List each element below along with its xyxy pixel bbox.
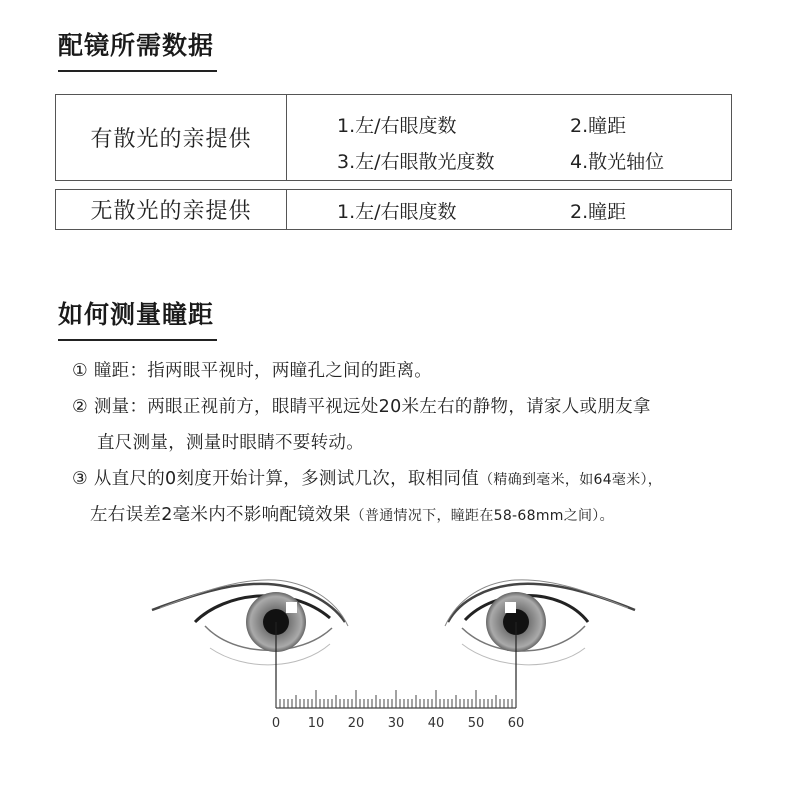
eyes-ruler-illustration	[0, 540, 790, 750]
ruler-label: 40	[427, 716, 445, 731]
instruction-note: （普通情况下，瞳距在58-68mm之间）。	[350, 508, 614, 524]
ruler-label: 0	[271, 716, 281, 731]
rx-item: 2.瞳距	[570, 115, 627, 137]
section-title-prescription-data: 配镜所需数据	[58, 26, 217, 72]
ruler	[276, 690, 516, 708]
instruction-line-2: ② 测量：两眼正视前方，眼睛平视远处20米左右的静物，请家人或朋友拿	[72, 397, 651, 417]
rx-item: 1.左/右眼度数	[337, 201, 457, 223]
instruction-note: （精确到毫米，如64毫米），	[479, 472, 663, 488]
instruction-line-1: ① 瞳距：指两眼平视时，两瞳孔之间的距离。	[72, 361, 433, 381]
ruler-label: 20	[347, 716, 365, 731]
rx-item: 4.散光轴位	[570, 151, 665, 173]
ruler-label: 60	[507, 716, 525, 731]
left-eye-icon	[152, 580, 348, 665]
instruction-text: ③ 从直尺的0刻度开始计算，多测试几次，取相同值	[72, 469, 480, 489]
rx-row-label: 无散光的亲提供	[56, 190, 287, 229]
rx-row-items	[287, 95, 731, 180]
rx-row-label: 有散光的亲提供	[56, 95, 287, 180]
rx-item: 1.左/右眼度数	[337, 115, 457, 137]
rx-item: 3.左/右眼散光度数	[337, 151, 495, 173]
instruction-text: 左右误差2毫米内不影响配镜效果	[90, 505, 351, 525]
rx-row-astigmatism	[55, 94, 732, 181]
rx-row-items	[287, 190, 731, 229]
rx-item: 2.瞳距	[570, 201, 627, 223]
rx-row-no-astigmatism	[55, 189, 732, 230]
section-title-measure-pd: 如何测量瞳距	[58, 295, 217, 341]
instruction-line-3-cont	[90, 501, 614, 526]
ruler-labels	[272, 716, 524, 731]
right-eye-icon	[445, 580, 635, 665]
instruction-line-2-cont: 直尺测量，测量时眼睛不要转动。	[97, 433, 364, 453]
ruler-label: 10	[307, 716, 325, 731]
ruler-label: 30	[387, 716, 405, 731]
instruction-line-3	[72, 465, 662, 490]
ruler-label: 50	[467, 716, 485, 731]
